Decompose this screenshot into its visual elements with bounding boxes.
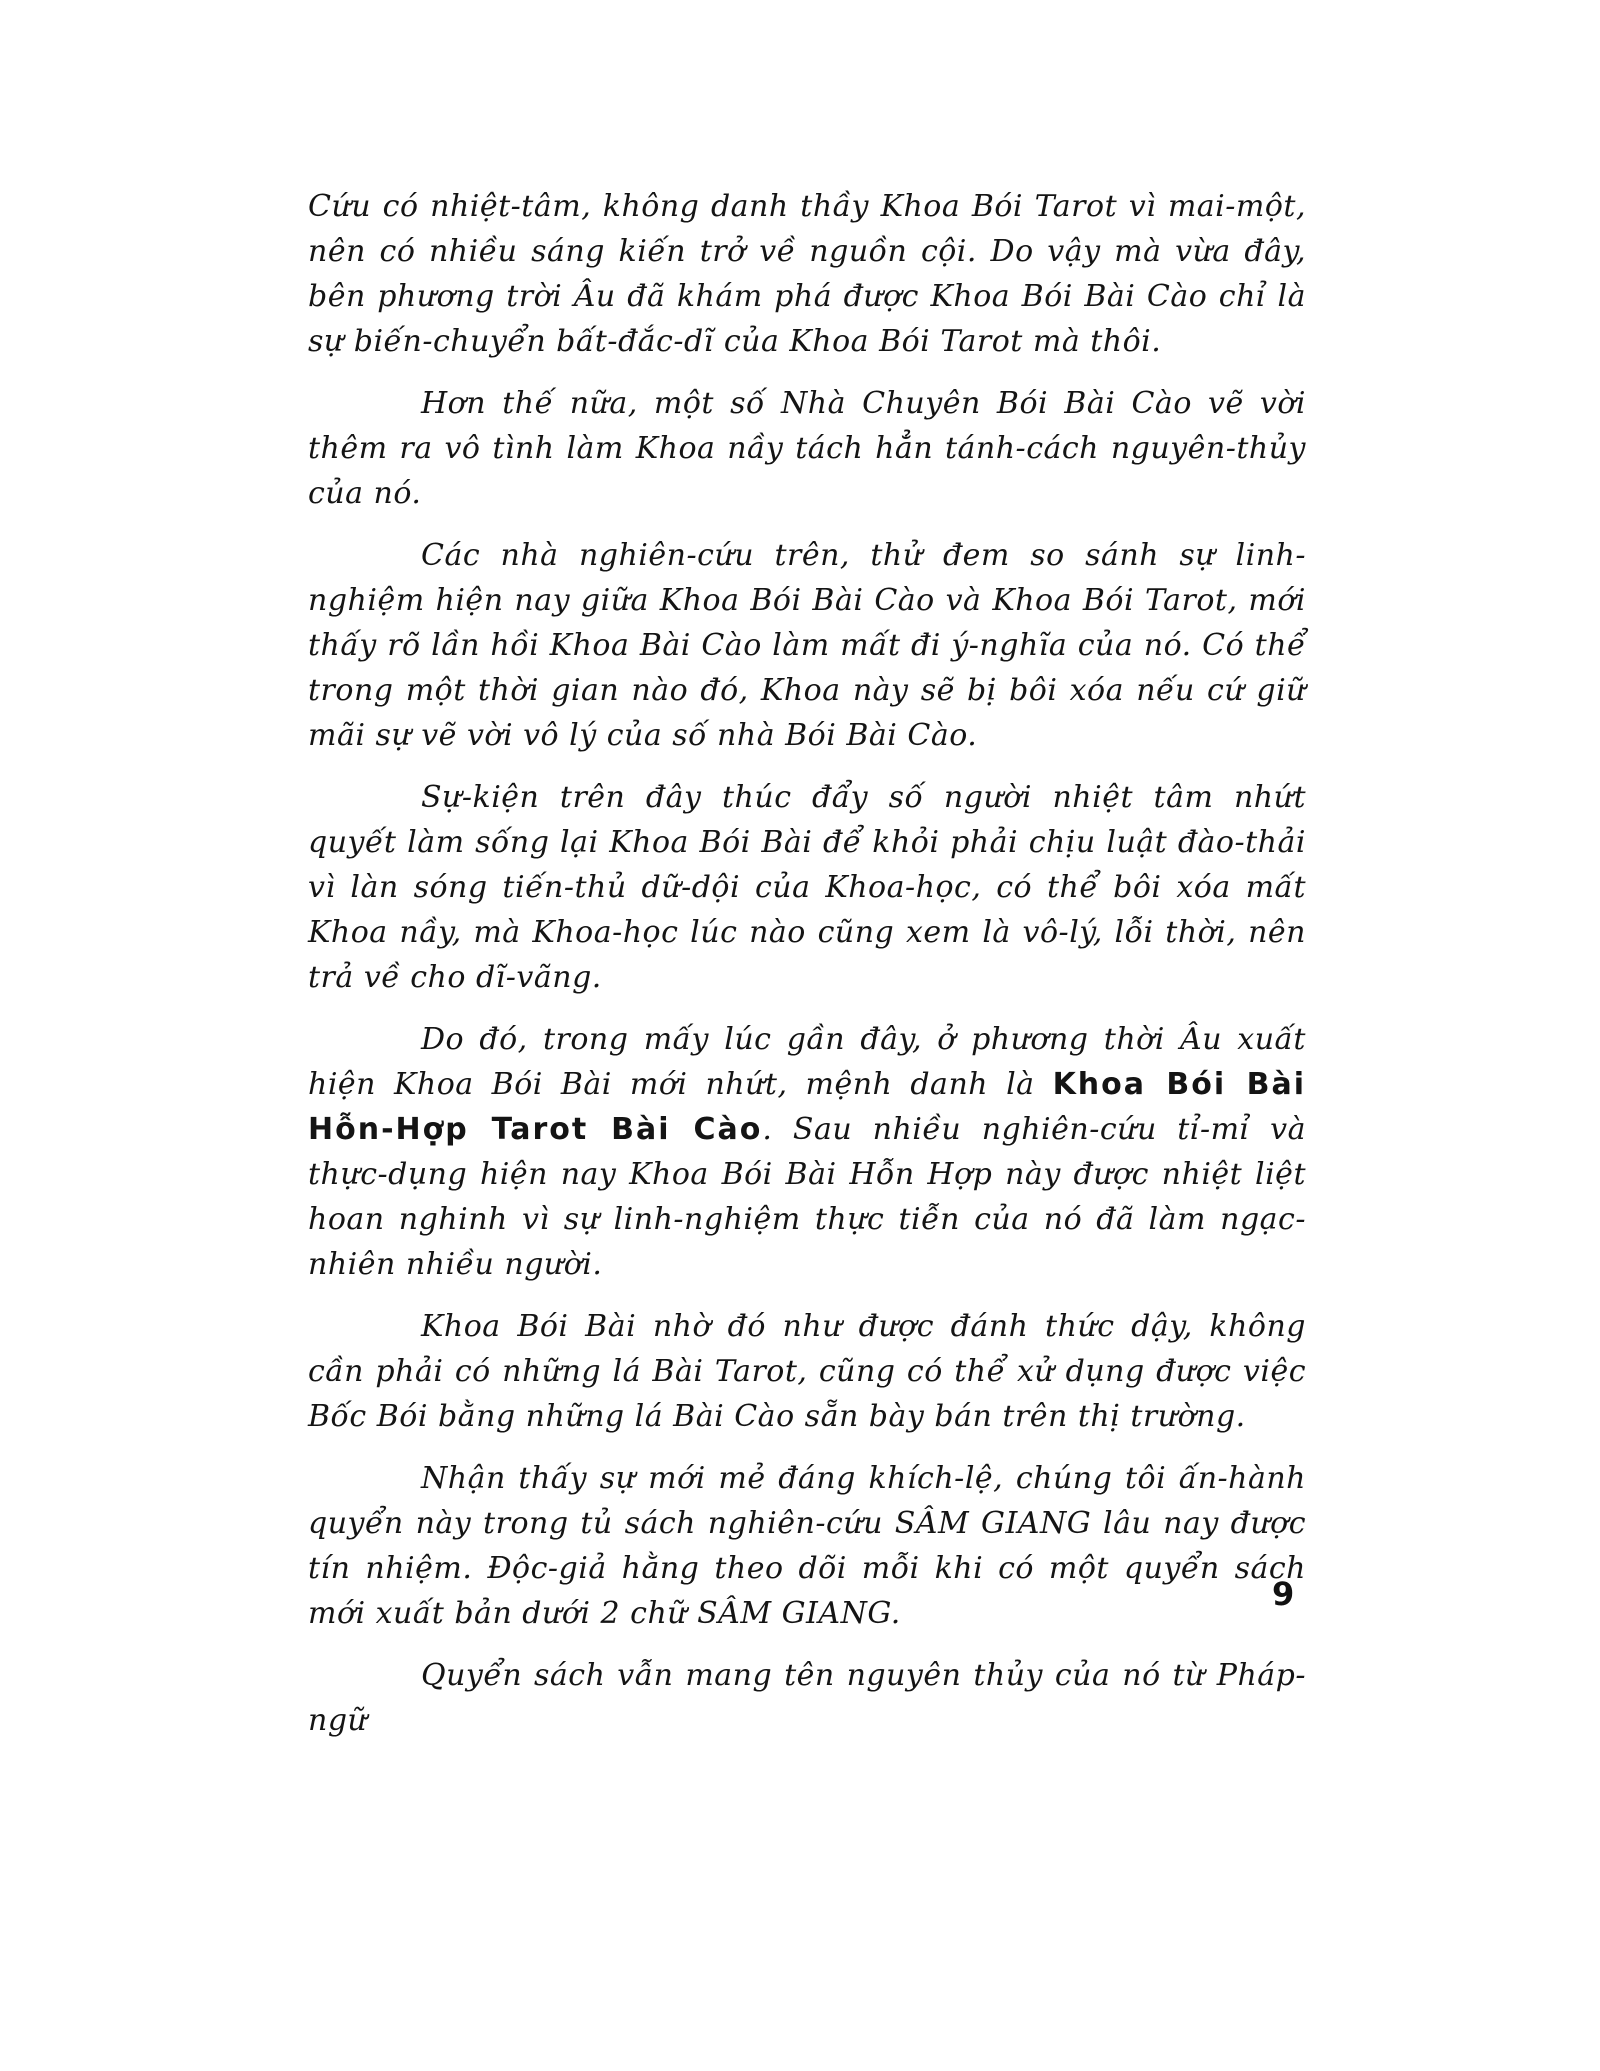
paragraph-7: Nhận thấy sự mới mẻ đáng khích-lệ, chúng tôi ấn-hành quyển này trong tủ sách nghiên-cứu SÂM GIANG lâu nay được tín nhiệm. Độc-giả hằng theo dõi mỗi khi có một quyển sách mới xuất bản dưới 2 chữ SÂM GIANG. <box>308 1461 1306 1631</box>
method-name: Khoa Bói Bài Hỗn-Hợp Tarot Bài Cào <box>308 1067 1306 1147</box>
paragraph-8: Quyển sách vẫn mang tên nguyên thủy của nó từ Pháp-ngữ <box>308 1658 1306 1738</box>
paragraph-3: Các nhà nghiên-cứu trên, thử đem so sánh sự linh-nghiệm hiện nay giữa Khoa Bói Bài Cào và Khoa Bói Tarot, mới thấy rõ lần hồi Khoa Bài Cào làm mất đi ý-nghĩa của nó. Có thể trong một thời gian nào đó, Khoa này sẽ bị bôi xóa nếu cứ giữ mãi sự vẽ vời vô lý của số nhà Bói Bài Cào. <box>308 538 1306 753</box>
page-body <box>308 184 1306 1760</box>
paragraph-1: Cứu có nhiệt-tâm, không danh thầy Khoa Bói Tarot vì mai-một, nên có nhiều sáng kiến trở về nguồn cội. Do vậy mà vừa đây, bên phương trời Âu đã khám phá được Khoa Bói Bài Cào chỉ là sự biến-chuyển bất-đắc-dĩ của Khoa Bói Tarot mà thôi. <box>308 189 1306 359</box>
page-number: 9 <box>1272 1575 1295 1613</box>
paragraph-5-text-after: . Sau nhiều nghiên-cứu tỉ-mỉ và thực-dụng hiện nay Khoa Bói Bài Hỗn Hợp này được nhiệt liệt hoan nghinh vì sự linh-nghiệm thực tiễn của nó đã làm ngạc-nhiên nhiều người. <box>308 1112 1306 1282</box>
paragraph-4: Sự-kiện trên đây thúc đẩy số người nhiệt tâm nhứt quyết làm sống lại Khoa Bói Bài để khỏi phải chịu luật đào-thải vì làn sóng tiến-thủ dữ-dội của Khoa-học, có thể bôi xóa mất Khoa nầy, mà Khoa-học lúc nào cũng xem là vô-lý, lỗi thời, nên trả về cho dĩ-vãng. <box>308 780 1306 995</box>
paragraph-5-text-before: Do đó, trong mấy lúc gần đây, ở phương thời Âu xuất hiện Khoa Bói Bài mới nhứt, mệnh danh là <box>308 1022 1306 1102</box>
paragraph-5 <box>308 1017 1306 1287</box>
paragraph-2: Hơn thế nữa, một số Nhà Chuyên Bói Bài Cào vẽ vời thêm ra vô tình làm Khoa nầy tách hẳn tánh-cách nguyên-thủy của nó. <box>308 386 1306 511</box>
paragraph-6: Khoa Bói Bài nhờ đó như được đánh thức dậy, không cần phải có những lá Bài Tarot, cũng có thể xử dụng được việc Bốc Bói bằng những lá Bài Cào sẵn bày bán trên thị trường. <box>308 1309 1306 1434</box>
